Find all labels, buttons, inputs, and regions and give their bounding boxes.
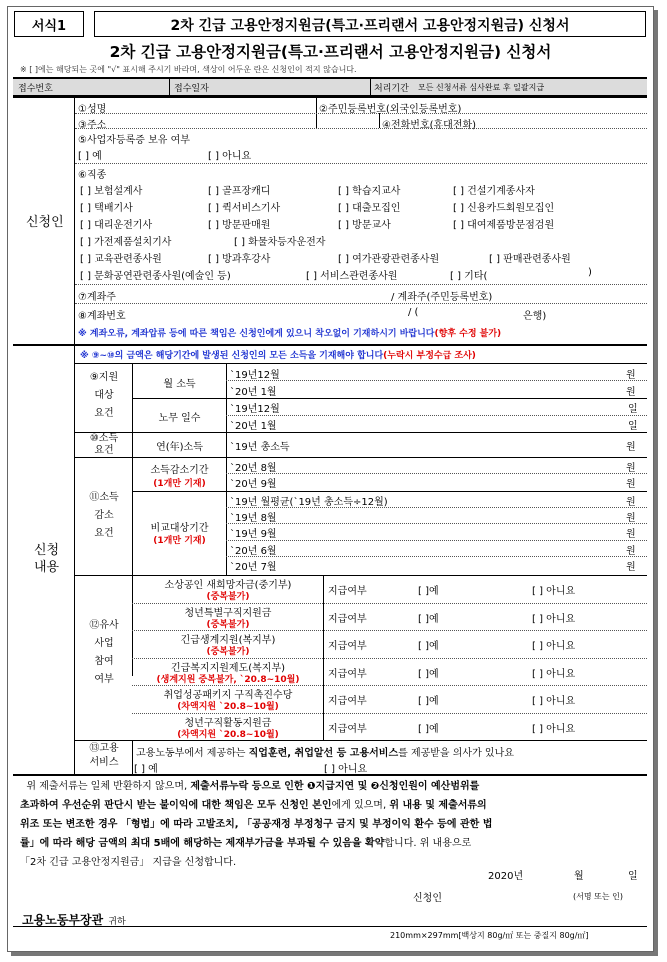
applicant-sign-label: 신청인 xyxy=(413,893,442,904)
pay-status-label: 지급여부 xyxy=(328,696,367,707)
pay-status-yes-checkbox[interactable]: [ ]예 xyxy=(418,668,439,680)
job-insurance-planner[interactable]: [ ] 보험설계사 xyxy=(80,186,143,197)
employment-service-question: 고용노동부에서 제공하는 직업훈련, 취업알선 등 고용서비스를 제공받을 의사가 있나요 xyxy=(136,748,514,759)
decrease-unit-1: 원 xyxy=(626,463,636,474)
decrease-period-note: (1개만 기재) xyxy=(153,479,206,489)
other-program-name: 청년특별구직지원금 xyxy=(184,607,272,619)
other-program-label: ⑫유사 사업 참여 여부 xyxy=(89,620,119,685)
work-days-unit-2: 일 xyxy=(628,421,638,432)
employment-service-label: ⑬고용 서비스 xyxy=(89,743,119,768)
compare-unit-3: 원 xyxy=(626,529,636,540)
job-construction-machine[interactable]: [ ] 건설기계종사자 xyxy=(453,186,535,197)
minister-addressee: 고용노동부장관 귀하 xyxy=(22,913,126,927)
monthly-income-label: 월 소득 xyxy=(163,379,196,390)
other-program-name: 취업성공패키지 구직촉진수당 xyxy=(163,690,293,701)
compare-month-5: `20년 7월 xyxy=(230,562,277,573)
pay-status-yes-checkbox[interactable]: [ ]예 xyxy=(418,586,439,597)
pay-status-label: 지급여부 xyxy=(328,586,367,597)
service-yes-checkbox[interactable]: [ ] 예 xyxy=(134,764,158,775)
rrn-field-label: ②주민등록번호(외국인등록번호) xyxy=(319,104,462,115)
date-month: 월 xyxy=(574,871,584,882)
decrease-month-1: `20년 8월 xyxy=(230,463,277,474)
phone-field-label: ④전화번호(휴대전화) xyxy=(382,120,477,131)
income-note: ※ ⑨~⑩의 금액은 해당기간에 발생된 신청인의 모든 소득을 기재해야 합니다(누락시 부정수급 조사) xyxy=(80,351,476,361)
compare-period-label: 비교대상기간 xyxy=(150,523,209,534)
compare-unit-1: 원 xyxy=(626,497,636,508)
name-field-label: ①성명 xyxy=(78,104,107,115)
processing-period-value: 모든 신청서류 심사완료 후 일괄지급 xyxy=(418,83,545,92)
sign-or-seal: (서명 또는 인) xyxy=(573,892,623,901)
applicant-section-label: 신청인 xyxy=(26,215,64,230)
compare-month-4: `20년 6월 xyxy=(230,546,277,557)
job-education[interactable]: [ ] 교육관련종사원 xyxy=(80,254,162,265)
job-courier[interactable]: [ ] 택배기사 xyxy=(80,203,133,214)
decrease-period-label: 소득감소기간 xyxy=(150,465,209,476)
other-program-note: (중복불가) xyxy=(206,592,250,602)
compare-unit-5: 원 xyxy=(626,562,636,573)
form-number: 서식1 xyxy=(31,19,67,34)
pay-status-no-checkbox[interactable]: [ ] 아니요 xyxy=(532,613,576,625)
account-holder-label: ⑦계좌주 xyxy=(78,292,116,303)
job-rental-inspector[interactable]: [ ] 대여제품방문점검원 xyxy=(453,220,555,231)
job-golf-caddie[interactable]: [ ] 골프장캐디 xyxy=(208,186,271,197)
other-program-note: (차액지원 `20.8~10월) xyxy=(177,729,279,740)
compare-unit-4: 원 xyxy=(626,546,636,557)
job-designated-driver[interactable]: [ ] 대리운전기사 xyxy=(80,220,153,231)
other-program-name: 긴급생계지원(복지부) xyxy=(180,635,276,646)
job-service[interactable]: [ ] 서비스관련종사원 xyxy=(306,271,398,282)
other-program-note: (중복불가) xyxy=(206,619,250,630)
declaration-text: 위 제출서류는 일체 반환하지 않으며, 제출서류누락 등으로 인한 ❶지급지연 및 ❷신청인원이 예산범위를 초과하여 우선순위 판단시 받는 불이익에 대한 책임은 모두 신청인 본인에게 있으며, 위 내용 및 제출서류의 위조 또는 변조한 경우 「형법」에 따라 고발조치, 「공공재정 부정청구 금지 및 부정이익 환수 등에 관한 법 률」에 따라 해당 금액의 최대 5배에 해당하는 제재부가금을 부과될 수 있음을 확약합니다. 위 내용으로 「2차 긴급 고용안정지원금」 지급을 신청합니다. xyxy=(20,781,493,868)
job-visiting-teacher[interactable]: [ ] 방문교사 xyxy=(338,220,391,231)
pay-status-no-checkbox[interactable]: [ ] 아니요 xyxy=(532,696,576,707)
content-section-label: 신청 내용 xyxy=(34,543,60,575)
monthly-income-unit-2: 원 xyxy=(626,387,636,398)
job-appliance-installer[interactable]: [ ] 가전제품설치기사 xyxy=(80,237,172,248)
pay-status-yes-checkbox[interactable]: [ ]예 xyxy=(418,641,439,652)
monthly-income-month-1: `19년12월 xyxy=(230,370,280,381)
job-other[interactable]: [ ] 기타( xyxy=(450,271,488,282)
top-title-box xyxy=(94,11,646,37)
monthly-income-month-2: `20년 1월 xyxy=(230,387,277,398)
job-door-to-door-seller[interactable]: [ ] 방문판매원 xyxy=(208,220,271,231)
biz-reg-yes-checkbox[interactable]: [ ] 예 xyxy=(78,151,102,162)
pay-status-no-checkbox[interactable]: [ ] 아니요 xyxy=(532,586,576,597)
other-program-note: (중복불가) xyxy=(206,647,250,657)
job-credit-card-recruiter[interactable]: [ ] 신용카드회원모집인 xyxy=(453,203,555,214)
pay-status-yes-checkbox[interactable]: [ ]예 xyxy=(418,696,439,707)
compare-month-1: `19년 월평균(`19년 총소득÷12월) xyxy=(230,497,388,508)
job-culture-performance[interactable]: [ ] 문화공연관련종사원(예술인 등) xyxy=(80,271,231,282)
compare-unit-2: 원 xyxy=(626,513,636,524)
application-form xyxy=(7,6,654,952)
job-truck-driver[interactable]: [ ] 화물차등자운전자 xyxy=(234,237,326,248)
date-day: 일 xyxy=(628,871,638,882)
receipt-date-label: 접수일자 xyxy=(174,84,209,94)
service-no-checkbox[interactable]: [ ] 아니요 xyxy=(324,764,368,775)
work-days-unit-1: 일 xyxy=(628,404,638,415)
pay-status-yes-checkbox[interactable]: [ ]예 xyxy=(418,613,439,625)
job-sales[interactable]: [ ] 판매관련종사원 xyxy=(489,254,571,265)
job-study-teacher[interactable]: [ ] 학습지교사 xyxy=(338,186,401,197)
other-program-name: 소상공인 새희망자금(중기부) xyxy=(164,580,292,591)
pay-status-no-checkbox[interactable]: [ ] 아니요 xyxy=(532,641,576,652)
receipt-row-bg xyxy=(13,78,647,95)
account-number-label: ⑧계좌번호 xyxy=(78,311,126,322)
job-quick-service[interactable]: [ ] 퀵서비스기사 xyxy=(208,203,281,214)
annual-income-unit: 원 xyxy=(626,442,636,453)
job-other-close: ) xyxy=(588,267,592,278)
bank-label: 은행) xyxy=(523,311,547,322)
top-title: 2차 긴급 고용안정지원금(특고·프리랜서 고용안정지원금) 신청서 xyxy=(170,18,570,34)
decrease-month-2: `20년 9월 xyxy=(230,479,277,490)
receipt-number-label: 접수번호 xyxy=(18,84,53,94)
annual-income-label: 연(年)소득 xyxy=(156,442,203,453)
pay-status-yes-checkbox[interactable]: [ ]예 xyxy=(418,723,439,735)
account-warning: ※ 계좌오류, 계좌압류 등에 따른 책임은 신청인에게 있으니 착오없이 기재하시기 바랍니다(향후 수정 불가) xyxy=(78,329,502,339)
pay-status-no-checkbox[interactable]: [ ] 아니요 xyxy=(532,668,576,680)
job-leisure-tourism[interactable]: [ ] 여가관광관련종사원 xyxy=(338,254,440,265)
header-note: ※ [ ]에는 해당되는 곳에 "√" 표시해 주시기 바라며, 색상이 어두운 란은 신청인이 적지 않습니다. xyxy=(20,65,357,74)
main-title: 2차 긴급 고용안정지원금(특고·프리랜서 고용안정지원금) 신청서 xyxy=(109,43,552,61)
job-after-school-instructor[interactable]: [ ] 방과후강사 xyxy=(208,254,271,265)
pay-status-label: 지급여부 xyxy=(328,641,367,652)
address-field-label: ③주소 xyxy=(78,120,107,131)
biz-reg-label: ⑤사업자등록증 보유 여부 xyxy=(78,135,190,146)
account-holder-rrn-label: / 계좌주(주민등록번호) xyxy=(391,292,493,303)
biz-reg-no-checkbox[interactable]: [ ] 아니요 xyxy=(208,151,252,162)
pay-status-label: 지급여부 xyxy=(328,723,367,735)
other-program-name: 청년구직활동지원금 xyxy=(184,717,272,729)
form-number-box xyxy=(14,11,84,37)
pay-status-label: 지급여부 xyxy=(328,613,367,625)
job-type-label: ⑥직종 xyxy=(78,170,107,181)
monthly-income-unit-1: 원 xyxy=(626,370,636,381)
job-loan-recruiter[interactable]: [ ] 대출모집인 xyxy=(338,203,401,214)
decrease-unit-2: 원 xyxy=(626,479,636,490)
compare-month-3: `19년 9월 xyxy=(230,529,277,540)
other-program-note: (차액지원 `20.8~10월) xyxy=(177,702,279,712)
work-days-month-2: `20년 1월 xyxy=(230,421,277,432)
pay-status-label: 지급여부 xyxy=(328,668,367,680)
other-program-note: (생계지원 중복불가, `20.8~10월) xyxy=(156,674,300,685)
income-requirement-label: ⑩소득 요건 xyxy=(89,433,119,456)
support-requirement-label: ⑨지원 대상 요건 xyxy=(89,372,119,419)
other-program-name: 긴급복지지원제도(복지부) xyxy=(170,662,286,674)
pay-status-no-checkbox[interactable]: [ ] 아니요 xyxy=(532,723,576,735)
work-days-month-1: `19년12월 xyxy=(230,404,280,415)
processing-period-label: 처리기간 xyxy=(374,84,409,94)
bank-slash: / ( xyxy=(408,307,419,318)
compare-month-2: `19년 8월 xyxy=(230,513,277,524)
annual-income-year: `19년 총소득 xyxy=(230,442,290,453)
paper-spec: 210mm×297mm[백상지 80g/㎡ 또는 중질지 80g/㎡] xyxy=(390,931,589,940)
work-days-label: 노무 일수 xyxy=(158,413,201,424)
date-year: 2020년 xyxy=(488,871,524,882)
income-decrease-label: ⑪소득 감소 요건 xyxy=(89,492,119,539)
compare-period-note: (1개만 기재) xyxy=(153,536,206,546)
